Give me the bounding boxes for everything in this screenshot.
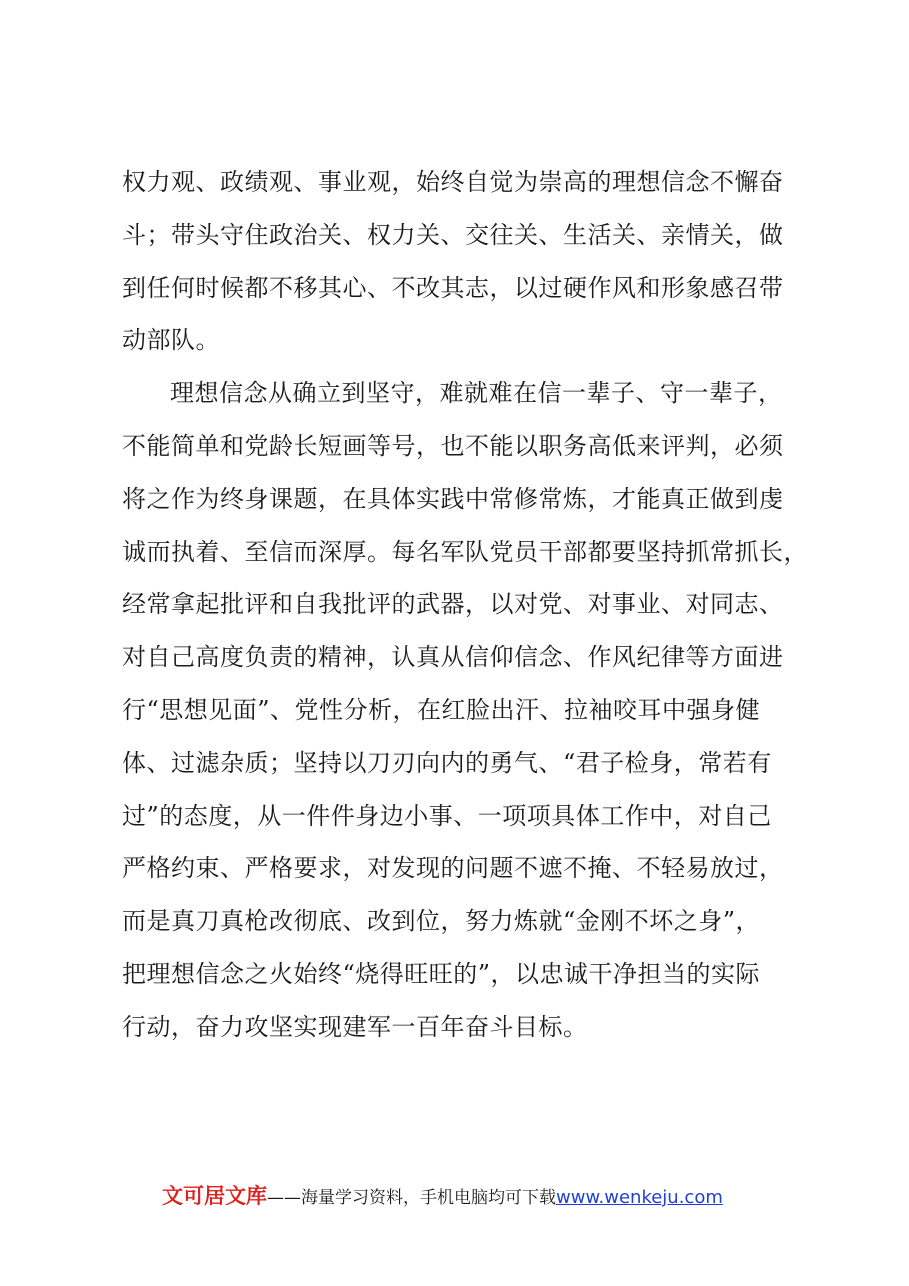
- text-line: 斗；带头守住政治关、权力关、交往关、生活关、亲情关，做: [122, 220, 784, 249]
- text-line: 行动，奋力攻坚实现建军一百年奋斗目标。: [122, 1012, 588, 1041]
- paragraph-first-line: 理想信念从确立到坚守，难就难在信一辈子、守一辈子，: [170, 379, 783, 408]
- footer-tagline: ——海量学习资料，手机电脑均可下载: [267, 1188, 556, 1208]
- text-line: 权力观、政绩观、事业观，始终自觉为崇高的理想信念不懈奋: [122, 168, 784, 196]
- website-link[interactable]: www.wenkeju.com: [556, 1187, 723, 1208]
- text-line: 动部队。: [122, 326, 220, 355]
- text-line: 体、过滤杂质；坚持以刀刃向内的勇气、“君子检身，常若有: [122, 748, 772, 777]
- text-line: 把理想信念之火始终“烧得旺旺的”，以忠诚干净担当的实际: [122, 959, 761, 988]
- text-line: 诚而执着、至信而深厚。每名军队党员干部都要坚持抓常抓长，: [122, 537, 808, 566]
- text-line: 到任何时候都不移其心、不改其志，以过硬作风和形象感召带: [122, 273, 784, 302]
- text-line: 而是真刀真枪改彻底、改到位，努力炼就“金刚不坏之身”，: [122, 907, 761, 936]
- text-line: 对自己高度负责的精神，认真从信仰信念、作风纪律等方面进: [122, 643, 784, 672]
- document-body: [122, 156, 808, 1054]
- text-line: 严格约束、严格要求，对发现的问题不遮不掩、不轻易放过，: [122, 854, 784, 883]
- text-line: 将之作为终身课题，在具体实践中常修常炼，才能真正做到虔: [122, 484, 784, 513]
- footer-banner: [162, 1181, 723, 1211]
- text-line: 过”的态度，从一件件身边小事、一项项具体工作中，对自己: [122, 801, 772, 830]
- text-line: 不能简单和党龄长短画等号，也不能以职务高低来评判，必须: [122, 431, 784, 460]
- text-line: 行“思想见面”、党性分析，在红脸出汗、拉袖咬耳中强身健: [122, 695, 761, 724]
- brand-name: 文可居文库: [162, 1184, 267, 1208]
- text-line: 经常拿起批评和自我批评的武器，以对党、对事业、对同志、: [122, 590, 784, 619]
